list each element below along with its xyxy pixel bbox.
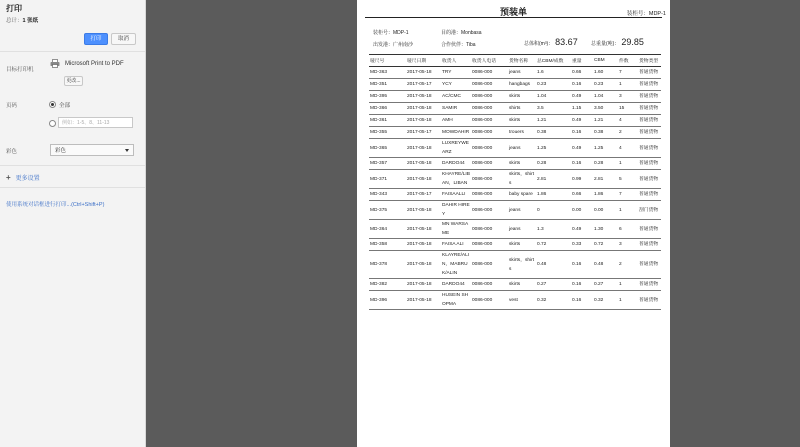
more-settings-link[interactable] [6,173,40,182]
table-cell: 1 [618,291,638,310]
table-cell: skirts，shirts [508,170,536,189]
document-container-corner: 装柜号：MDP-1 [626,11,666,17]
sheet-total [6,16,38,24]
table-cell: 0.66 [571,67,593,79]
table-cell: 0.38 [593,127,618,139]
table-cell: 2017-05-17 [406,79,441,91]
table-cell: MD-343 [369,189,406,201]
column-header: 重量 [571,55,593,67]
table-cell: YCY [441,79,471,91]
color-label: 彩色 [6,149,18,155]
container-number: 装柜号：MDP-1 [373,30,409,36]
table-row [369,127,661,139]
change-printer-button[interactable]: 更改... [64,76,83,86]
table-cell: 2.81 [593,170,618,189]
table-cell: 0.28 [593,158,618,170]
table-row [369,67,661,79]
table-cell: MD-371 [369,170,406,189]
table-cell: 0.00 [571,201,593,220]
divider [0,187,145,188]
table-cell: 2017-05-18 [406,291,441,310]
table-cell: 0.27 [536,279,571,291]
table-row [369,251,661,279]
table-cell: FAISA ALI [441,239,471,251]
table-cell: LUXREYWEARZ [441,139,471,158]
table-cell: 0086-000 [471,251,508,279]
chevron-down-icon [125,149,129,152]
table-cell: 普通货物 [638,103,661,115]
table-cell: 0086-000 [471,239,508,251]
cancel-button[interactable]: 取消 [111,33,136,45]
table-cell: trouers [508,127,536,139]
table-cell: MD-363 [369,67,406,79]
table-cell: 0086-000 [471,279,508,291]
table-cell: 2017-05-18 [406,115,441,127]
table-row [369,79,661,91]
table-cell: 0.49 [571,220,593,239]
table-cell: MD-355 [369,127,406,139]
total-volume-label: 总体积(m³)： [524,41,554,47]
table-cell: 普通货物 [638,291,661,310]
table-cell: 0086-000 [471,170,508,189]
table-cell: 1.86 [593,189,618,201]
table-cell: KLAYRE/ALIN，MABRUK/ALIN [441,251,471,279]
table-cell: 1.25 [593,139,618,158]
table-cell: MD-375 [369,201,406,220]
table-cell: skirts [508,279,536,291]
table-cell: 0.00 [593,201,618,220]
table-cell: AC/CMC [441,91,471,103]
pages-all-label: 全部 [59,103,71,109]
table-cell: FAISAALLI [441,189,471,201]
table-cell: MOWDAHIR [441,127,471,139]
table-cell: 0.66 [571,189,593,201]
table-header-row [369,55,661,67]
table-cell: 2 [618,251,638,279]
table-cell: 1.6 [536,67,571,79]
table-cell: 0.16 [571,79,593,91]
table-cell: 3 [618,91,638,103]
column-header: 唛尺日期 [406,55,441,67]
table-row [369,220,661,239]
plus-icon: + [6,173,11,182]
table-cell: DARDO44 [441,158,471,170]
printer-name: Microsoft Print to PDF [65,61,124,67]
table-cell: 2017-05-18 [406,67,441,79]
table-cell: 4 [618,115,638,127]
table-cell: 5 [618,170,638,189]
table-cell: 普通货物 [638,79,661,91]
pages-range-input[interactable]: 例如：1-5、8、11-13 [58,117,133,128]
column-header: 收货人电话 [471,55,508,67]
table-cell: MD-351 [369,79,406,91]
table-cell: AMH [441,115,471,127]
table-cell: 7 [618,67,638,79]
table-cell: 15 [618,103,638,115]
table-cell: 7 [618,189,638,201]
destination-port: 目的港：Monbasa [441,30,482,36]
table-cell: 1.3 [536,220,571,239]
table-cell: 2017-05-18 [406,170,441,189]
table-row [369,279,661,291]
table-cell: hangbags [508,79,536,91]
table-cell: 0.28 [536,158,571,170]
print-settings-sidebar [0,0,146,447]
table-cell: 0.48 [536,251,571,279]
total-weight [591,37,644,47]
total-weight-label: 总重量(吨)： [591,41,620,47]
table-cell: 普通货物 [638,189,661,201]
table-cell: 普通货物 [638,170,661,189]
table-cell: 0.23 [536,79,571,91]
table-cell: 0.49 [571,139,593,158]
table-row [369,239,661,251]
table-cell: 0.72 [536,239,571,251]
table-cell: 0.32 [536,291,571,310]
table-cell: 0086-000 [471,201,508,220]
table-cell: 2017-05-18 [406,220,441,239]
table-cell: 0086-000 [471,220,508,239]
column-header: 唛尺号 [369,55,406,67]
table-cell: 0.33 [571,239,593,251]
pages-custom-radio[interactable] [49,120,56,127]
table-cell: 2017-05-18 [406,201,441,220]
table-row [369,291,661,310]
table-cell: 0086-000 [471,158,508,170]
total-volume [524,37,578,47]
table-cell: 1.04 [593,91,618,103]
table-cell: 0086-000 [471,127,508,139]
table-cell: 0086-000 [471,139,508,158]
pages-label: 页码 [6,103,18,109]
print-button[interactable]: 打印 [84,33,108,45]
column-header: 件数 [618,55,638,67]
table-cell: MD-395 [369,91,406,103]
system-dialog-link[interactable]: 使用系统对话框进行打印...(Ctrl+Shift+P) [6,202,105,208]
table-cell: 3.50 [593,103,618,115]
table-cell: 0086-000 [471,91,508,103]
destination-label: 目标打印机 [6,67,34,73]
color-select[interactable] [50,144,134,156]
table-cell: skirts [508,239,536,251]
title-underline [365,17,662,18]
table-cell: skirts [508,91,536,103]
table-cell: 普通货物 [638,158,661,170]
table-cell: 1.86 [536,189,571,201]
table-cell: 1 [618,79,638,91]
divider [0,165,145,166]
table-cell: 普通货物 [638,67,661,79]
shipment-table [369,54,661,310]
table-cell: MD-378 [369,251,406,279]
column-header: 货物类型 [638,55,661,67]
table-cell: 0086-000 [471,189,508,201]
table-cell: shirts [508,103,536,115]
column-header: 总CBM/成数 [536,55,571,67]
table-cell: 2017-05-18 [406,103,441,115]
table-cell: MD-364 [369,220,406,239]
table-row [369,139,661,158]
table-cell: 1.21 [536,115,571,127]
total-weight-value: 29.85 [621,37,644,47]
table-cell: 普通货物 [638,139,661,158]
table-row [369,158,661,170]
table-row [369,201,661,220]
table-cell: 2017-05-18 [406,239,441,251]
table-row [369,91,661,103]
table-cell: 0086-000 [471,79,508,91]
table-cell: MD-358 [369,239,406,251]
table-cell: 1 [618,279,638,291]
table-cell: 0086-000 [471,115,508,127]
table-cell: jeans [508,139,536,158]
table-cell: baby spare [508,189,536,201]
table-cell: 1.30 [593,220,618,239]
table-cell: 0.16 [571,279,593,291]
table-cell: MD-382 [369,279,406,291]
table-cell: 0.23 [593,79,618,91]
table-cell: 1.25 [536,139,571,158]
printer-icon [50,59,60,68]
table-cell: 2 [618,127,638,139]
document-title: 预装单 [499,7,527,17]
table-cell: vest [508,291,536,310]
print-dialog-title: 打印 [6,4,22,13]
table-cell: 1.15 [571,103,593,115]
table-cell: 0.49 [571,115,593,127]
table-row [369,103,661,115]
table-cell: 0.16 [571,291,593,310]
table-cell: 0.16 [571,127,593,139]
column-header: CBM [593,55,618,67]
table-cell: 普通货物 [638,239,661,251]
table-cell: MN WARSAME [441,220,471,239]
table-cell: 0086-000 [471,103,508,115]
table-cell: skirts，shirts [508,251,536,279]
table-cell: 2017-05-18 [406,251,441,279]
table-cell: 2017-05-18 [406,279,441,291]
table-cell: 2017-05-17 [406,127,441,139]
divider [0,51,145,52]
table-cell: 4 [618,139,638,158]
table-cell: skirts [508,115,536,127]
table-cell: 0.72 [593,239,618,251]
table-row [369,189,661,201]
table-cell: 1 [618,201,638,220]
table-cell: SAMIR [441,103,471,115]
table-cell: HUSEIN SHOPMA [441,291,471,310]
table-cell: 0086-000 [471,67,508,79]
partner: 合作伙伴：Tiba [441,42,476,48]
table-cell: 2.81 [536,170,571,189]
table-cell: 3 [618,239,638,251]
table-cell: jeans [508,220,536,239]
sheet-total-value: 1 张纸 [22,18,39,24]
table-cell: TRY [441,67,471,79]
table-cell: MD-361 [369,115,406,127]
table-cell: 0.27 [593,279,618,291]
table-cell: 3.5 [536,103,571,115]
table-cell: 2017-05-18 [406,91,441,103]
table-cell: 2017-05-18 [406,139,441,158]
table-cell: KHAYRE/LIBAN，LIBAN [441,170,471,189]
table-cell: 普通货物 [638,251,661,279]
table-cell: MD-365 [369,139,406,158]
table-cell: MD-366 [369,103,406,115]
table-cell: 0.16 [571,251,593,279]
table-cell: 0.49 [571,91,593,103]
column-header: 收货人 [441,55,471,67]
table-cell: 1.21 [593,115,618,127]
color-select-value: 彩色 [55,148,67,154]
table-cell: skirts [508,158,536,170]
table-cell: 普通货物 [638,115,661,127]
table-cell: 2017-05-18 [406,158,441,170]
table-cell: 0.99 [571,170,593,189]
column-header: 货物名称 [508,55,536,67]
table-cell: DAHIR HIREY [441,201,471,220]
more-settings-label: 更多设置 [15,176,40,182]
table-cell: MD-357 [369,158,406,170]
departure-port: 出发港：广州南沙 [373,42,414,48]
table-cell: 0.16 [571,158,593,170]
pages-all-radio[interactable] [49,101,56,108]
print-preview-page [357,0,670,447]
table-cell: 0.48 [593,251,618,279]
table-cell: 0.32 [593,291,618,310]
table-cell: jeans [508,201,536,220]
table-cell: 0086-000 [471,291,508,310]
total-volume-value: 83.67 [555,37,578,47]
table-cell: 普通货物 [638,279,661,291]
table-cell: 1.60 [593,67,618,79]
table-cell: 2017-05-17 [406,189,441,201]
table-cell: jeans [508,67,536,79]
table-cell: 普通货物 [638,127,661,139]
table-cell: 普通货物 [638,220,661,239]
table-row [369,170,661,189]
table-cell: 0 [536,201,571,220]
table-cell: MD-396 [369,291,406,310]
table-cell: 6 [618,220,638,239]
table-cell: 1 [618,158,638,170]
table-cell: DARDO44 [441,279,471,291]
table-row [369,115,661,127]
table-cell: 普通货物 [638,91,661,103]
table-cell: 1.04 [536,91,571,103]
sheet-total-label: 总计： [6,18,23,24]
table-cell: 刮门货物 [638,201,661,220]
table-cell: 0.38 [536,127,571,139]
